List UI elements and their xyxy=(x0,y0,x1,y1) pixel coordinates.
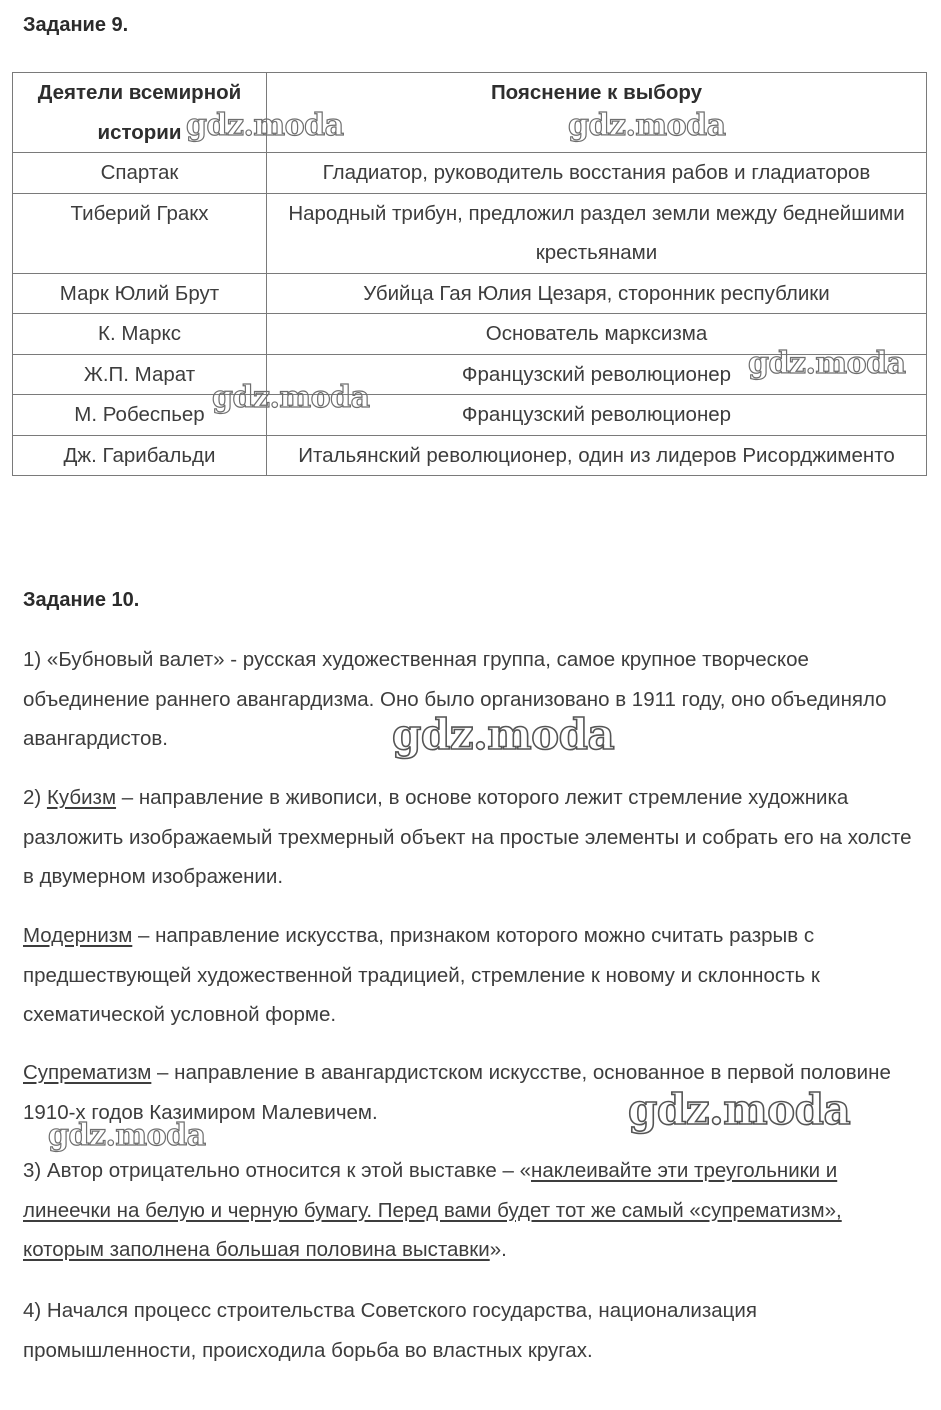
task-10-heading: Задание 10. xyxy=(23,589,140,611)
figure-name: Ж.П. Марат xyxy=(13,354,267,395)
table-row xyxy=(13,153,927,194)
quote-closing: ». xyxy=(489,1238,507,1261)
figure-name: Дж. Гарибальди xyxy=(13,435,267,476)
figure-explanation: Основатель марксизма xyxy=(267,314,927,355)
answer-2-paragraph xyxy=(23,778,923,897)
figure-explanation: Итальянский революционер, один из лидеров Рисорджименто xyxy=(267,435,927,476)
table-row xyxy=(13,435,927,476)
figure-explanation: Французский революционер xyxy=(267,395,927,436)
answer-3-paragraph xyxy=(23,1151,923,1270)
term-suprematism: Супрематизм xyxy=(23,1061,152,1084)
answer-2-number: 2) xyxy=(23,786,47,809)
figure-name: Спартак xyxy=(13,153,267,194)
figure-explanation: Гладиатор, руководитель восстания рабов и гладиаторов xyxy=(267,153,927,194)
answer-4-paragraph: 4) Начался процесс строительства Советского государства, национализация промышленности, происходила борьба во властных кругах. xyxy=(23,1299,757,1362)
term-cubism: Кубизм xyxy=(46,786,117,809)
watermark: gdz.moda xyxy=(628,1085,851,1134)
column-header-figures: Деятели всемирной истории xyxy=(13,73,267,153)
table-row xyxy=(13,314,927,355)
column-header-explanation: Пояснение к выбору xyxy=(267,73,927,153)
watermark: gdz.moda xyxy=(392,710,615,759)
table-row xyxy=(13,395,927,436)
author-quote: наклеивайте эти треугольники и линеечки на белую и черную бумагу. Перед вами будет тот же самый «супрематизм», которым заполнена большая половина выставки xyxy=(23,1159,842,1261)
table-header-row xyxy=(13,73,927,153)
figure-name: К. Маркс xyxy=(13,314,267,355)
watermark: gdz.moda xyxy=(186,108,344,143)
figure-name: М. Робеспьер xyxy=(13,395,267,436)
watermark: gdz.moda xyxy=(48,1118,206,1153)
figure-explanation: Народный трибун, предложил раздел земли между беднейшими крестьянами xyxy=(267,193,927,273)
watermark: gdz.moda xyxy=(212,380,370,415)
figure-name: Марк Юлий Брут xyxy=(13,273,267,314)
table-row xyxy=(13,273,927,314)
watermark: gdz.moda xyxy=(748,346,906,381)
figures-table xyxy=(12,72,927,476)
figure-explanation: Французский революционер xyxy=(267,354,927,395)
task-9-heading: Задание 9. xyxy=(23,14,129,36)
term-modernism: Модернизм xyxy=(23,924,133,947)
term-cubism-definition: – направление в живописи, в основе которого лежит стремление художника разложить изображаемый трехмерный объект на простые элементы и собрать его на холсте в двумерном изображении. xyxy=(23,786,912,888)
answer-1-paragraph: 1) «Бубновый валет» - русская художественная группа, самое крупное творческое объединение раннего авангардизма. Оно было организовано в 1911 году, оно объединяло авангардистов. xyxy=(23,648,887,750)
figure-explanation: Убийца Гая Юлия Цезаря, сторонник республики xyxy=(267,273,927,314)
suprematism-paragraph xyxy=(23,1053,923,1132)
modernism-paragraph xyxy=(23,916,923,1035)
table-row xyxy=(13,193,927,273)
answer-3-intro: 3) Автор отрицательно относится к этой выставке – « xyxy=(23,1159,531,1182)
term-modernism-definition: – направление искусства, признаком которого можно считать разрыв с предшествующей художественной традицией, стремление к новому и склонность к схематической условной форме. xyxy=(23,924,820,1026)
figure-name: Тиберий Гракх xyxy=(13,193,267,273)
watermark: gdz.moda xyxy=(568,108,726,143)
term-suprematism-definition: – направление в авангардистском искусстве, основанное в первой половине 1910-х годов Казимиром Малевичем. xyxy=(23,1061,891,1124)
table-row xyxy=(13,354,927,395)
